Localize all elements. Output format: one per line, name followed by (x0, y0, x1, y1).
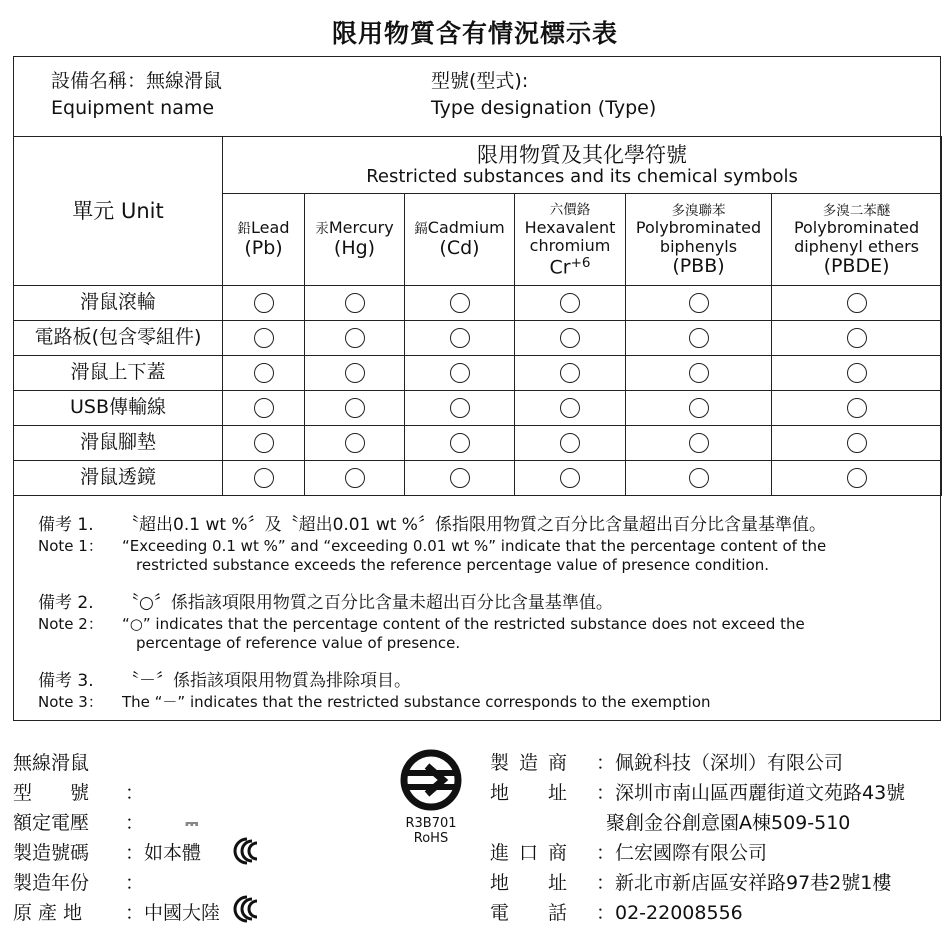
importer-address: ：新北市新店區安祥路97巷2號1樓 (596, 872, 892, 894)
manufacturer: ：佩銳科技（深圳）有限公司 (596, 752, 844, 774)
table-row (14, 286, 942, 321)
presence-cell (772, 356, 942, 391)
presence-cell (223, 286, 305, 321)
circle-mark-icon (345, 398, 365, 418)
row-label: 滑鼠滾輪 (14, 286, 223, 321)
presence-cell (223, 391, 305, 426)
row-label: 滑鼠上下蓋 (14, 356, 223, 391)
substances-header (223, 137, 942, 194)
row-label: 電路板(包含零組件) (14, 321, 223, 356)
row-label: 滑鼠腳墊 (14, 426, 223, 461)
note-1: 備考 1. 〝超出0.1 wt %〞及〝超出0.01 wt %〞係指限用物質之百分比含量超出百分比含量基準值。 Note 1： “Exceeding 0.1 wt %” and “exceeding 0.01 wt %” indicate that the percentage content of the restricted substance exceeds the reference percentage value of presence condition. (38, 515, 827, 574)
circle-mark-icon (450, 433, 470, 453)
presence-cell (223, 461, 305, 496)
circle-mark-icon (560, 363, 580, 383)
equipment-name-en: Equipment name (51, 97, 215, 119)
product-label-right: 製造商 ：佩銳科技（深圳）有限公司 地 址 ：深圳市南山區西麗街道文苑路43號 聚創金谷創意園A棟509-510 進口商 ：仁宏國際有限公司 地 址 ：新北市新店區安祥路97巷2號1樓 電 話 ：02-22008556 (490, 748, 950, 928)
notes-section (38, 510, 938, 726)
circle-mark-icon (847, 363, 867, 383)
circle-mark-icon (450, 468, 470, 488)
table-row (14, 461, 942, 496)
table-row (14, 356, 942, 391)
row-label: USB傳輸線 (14, 391, 223, 426)
circle-mark-icon (345, 468, 365, 488)
presence-cell (626, 286, 772, 321)
phone: ：02-22008556 (596, 902, 743, 924)
equipment-name-zh: 設備名稱：無線滑鼠 (51, 70, 223, 92)
circle-mark-icon (689, 293, 709, 313)
presence-cell (772, 286, 942, 321)
note-2: 備考 2. 〝○〞係指該項限用物質之百分比含量未超出百分比含量基準值。 Note 2： “○” indicates that the percentage content of the restricted substance does not exceed the percentage of reference value of presence. (38, 593, 805, 652)
circle-mark-icon (560, 293, 580, 313)
table-row (14, 321, 942, 356)
product-name: 無線滑鼠 (13, 752, 90, 774)
circle-mark-icon (254, 293, 274, 313)
presence-cell (772, 461, 942, 496)
presence-cell (515, 286, 626, 321)
circle-mark-icon (560, 433, 580, 453)
presence-cell (223, 356, 305, 391)
presence-cell (305, 391, 405, 426)
presence-cell (772, 426, 942, 461)
circle-mark-icon (450, 293, 470, 313)
col-hexavalent-chromium: 六價鉻 Hexavalent chromium $Cr^{+6}$ (515, 194, 626, 286)
circle-mark-icon (847, 398, 867, 418)
col-cadmium: 鎘Cadmium (Cd) (405, 194, 515, 286)
circle-mark-icon (254, 398, 274, 418)
presence-cell (515, 461, 626, 496)
circle-mark-icon (254, 328, 274, 348)
table-row (14, 391, 942, 426)
presence-cell (405, 426, 515, 461)
circle-mark-icon (847, 328, 867, 348)
presence-cell (515, 426, 626, 461)
circle-mark-icon (450, 363, 470, 383)
note-3: 備考 3. 〝－〞係指該項限用物質為排除項目。 Note 3： The “－” indicates that the restricted substance corresponds to the exemption (38, 671, 711, 711)
circle-mark-icon (450, 328, 470, 348)
presence-cell (223, 426, 305, 461)
circle-mark-icon (689, 468, 709, 488)
presence-cell (223, 321, 305, 356)
presence-cell (772, 321, 942, 356)
circle-mark-icon (254, 433, 274, 453)
bsmi-logo-icon (399, 748, 463, 812)
col-pbde: 多溴二苯醚 Polybrominated diphenyl ethers (PBDE) (772, 194, 942, 286)
type-designation-en: Type designation (Type) (431, 97, 657, 119)
circle-mark-icon (847, 293, 867, 313)
ncc-mark-icon (233, 836, 263, 866)
circle-mark-icon (847, 433, 867, 453)
presence-cell (405, 286, 515, 321)
circle-mark-icon (689, 363, 709, 383)
equipment-row (13, 56, 941, 137)
circle-mark-icon (560, 328, 580, 348)
unit-header: 單元 Unit (14, 137, 223, 286)
manufacturer-address: ：深圳市南山區西麗街道文苑路43號 (596, 782, 906, 804)
table-row (14, 426, 942, 461)
col-mercury: 汞Mercury (Hg) (305, 194, 405, 286)
presence-cell (405, 321, 515, 356)
presence-cell (515, 391, 626, 426)
circle-mark-icon (689, 398, 709, 418)
bsmi-mark (395, 748, 467, 846)
presence-cell (626, 461, 772, 496)
circle-mark-icon (345, 293, 365, 313)
presence-cell (405, 356, 515, 391)
circle-mark-icon (689, 328, 709, 348)
dc-symbol-icon: ⎓ (185, 814, 199, 834)
presence-cell (405, 391, 515, 426)
presence-cell (305, 286, 405, 321)
presence-cell (626, 391, 772, 426)
presence-cell (515, 321, 626, 356)
circle-mark-icon (689, 433, 709, 453)
presence-cell (515, 356, 626, 391)
presence-cell (772, 391, 942, 426)
circle-mark-icon (847, 468, 867, 488)
bsmi-code: R3B701 (405, 816, 457, 831)
type-designation-zh: 型號(型式): (431, 70, 529, 92)
presence-cell (626, 356, 772, 391)
presence-cell (626, 321, 772, 356)
circle-mark-icon (560, 468, 580, 488)
product-label-left: 無線滑鼠 型 號 ： 額定電壓 ： ⎓ 製造號碼 ：如本體 製造年份 ： 原 產 地 ：中國大陸 (13, 748, 293, 928)
circle-mark-icon (345, 363, 365, 383)
ncc-mark-icon-2 (233, 894, 263, 924)
circle-mark-icon (450, 398, 470, 418)
presence-cell (305, 356, 405, 391)
presence-cell (305, 461, 405, 496)
col-pbb: 多溴聯苯 Polybrominated biphenyls (PBB) (626, 194, 772, 286)
circle-mark-icon (345, 433, 365, 453)
restricted-substances-table (13, 136, 942, 496)
circle-mark-icon (560, 398, 580, 418)
substances-header-en: Restricted substances and its chemical symbols (366, 165, 798, 187)
circle-mark-icon (345, 328, 365, 348)
manufacturer-address-2: 聚創金谷創意園A棟509-510 (606, 812, 851, 834)
presence-cell (305, 321, 405, 356)
circle-mark-icon (254, 468, 274, 488)
row-label: 滑鼠透鏡 (14, 461, 223, 496)
rohs-label: RoHS (413, 831, 449, 846)
importer: ：仁宏國際有限公司 (596, 842, 768, 864)
col-lead: 鉛Lead (Pb) (223, 194, 305, 286)
presence-cell (305, 426, 405, 461)
page-title: 限用物質含有情況標示表 (331, 19, 618, 48)
substances-header-zh: 限用物質及其化學符號 (477, 142, 688, 167)
presence-cell (626, 426, 772, 461)
presence-cell (405, 461, 515, 496)
circle-mark-icon (254, 363, 274, 383)
